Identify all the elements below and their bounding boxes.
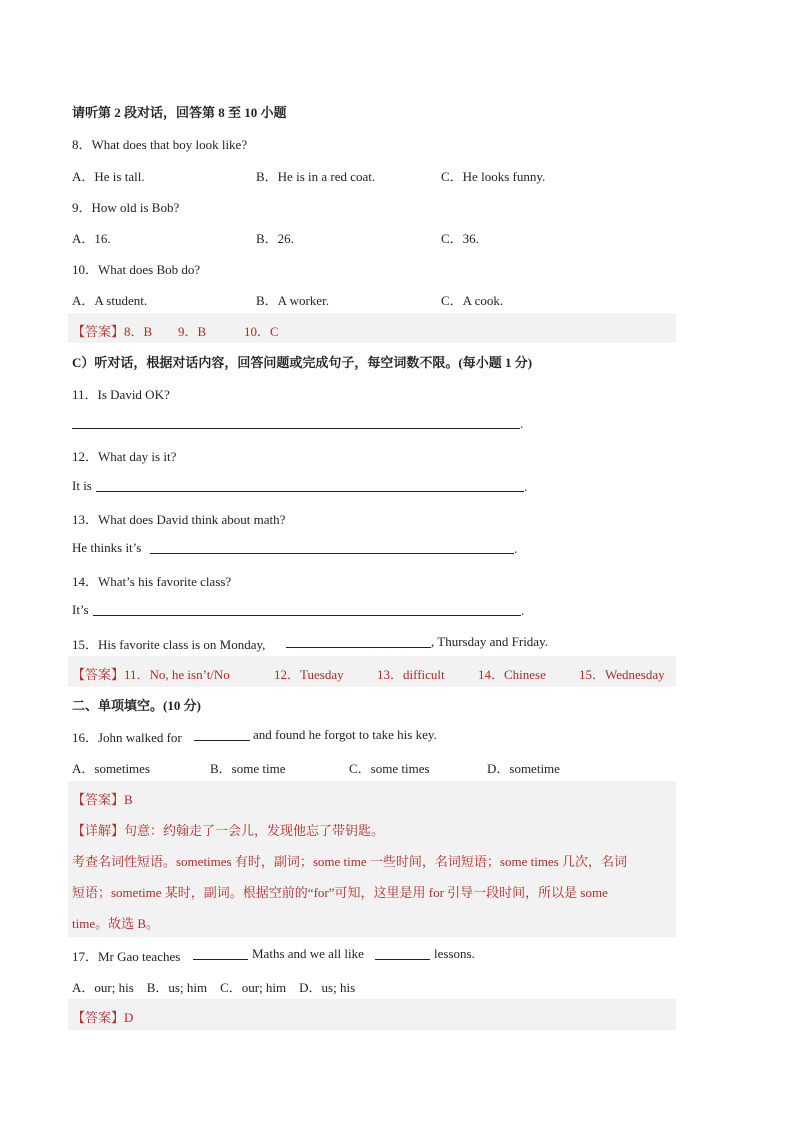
answer-11: 【答案】11．No, he isn’t/No	[72, 667, 230, 682]
answer-16-explanation-3: time。故选 B。	[72, 916, 160, 931]
answer-13: 13．difficult	[377, 667, 445, 682]
option-b: B．26.	[256, 231, 294, 246]
answer-blank-14[interactable]	[93, 615, 521, 616]
answer-prefix-13: He thinks it’s	[72, 540, 142, 555]
blank-end-period: .	[524, 479, 528, 494]
option-c: C．36.	[441, 231, 479, 246]
blank-end-period: .	[514, 541, 518, 556]
answer-blank-17a[interactable]	[193, 959, 248, 960]
question-8: 8．What does that boy look like?	[72, 137, 248, 152]
answer-blank-13[interactable]	[150, 553, 514, 554]
section-heading-2: 二、单项填空。(10 分)	[72, 698, 201, 713]
question-14: 14．What’s his favorite class?	[72, 574, 232, 589]
section-heading-c: C）听对话，根据对话内容，回答问题或完成句子，每空词数不限。(每小题 1 分)	[72, 355, 533, 370]
option-b: B．He is in a red coat.	[256, 169, 376, 184]
answer-box-8-10	[68, 313, 676, 343]
answer-box-16	[68, 781, 676, 937]
section-heading-dialog-2: 请听第 2 段对话，回答第 8 至 10 小题	[72, 105, 287, 120]
answer-16-explanation-1: 考查名词性短语。sometimes 有时，副词；some time 一些时间，名词短语；some times 几次，名词	[72, 854, 628, 869]
answer-16: 【答案】B	[72, 792, 133, 807]
question-17-end: lessons.	[434, 946, 475, 961]
option-c: C．some times	[349, 761, 430, 776]
question-10: 10．What does Bob do?	[72, 262, 201, 277]
question-17-options: A．our; his B．us; him C．our; him D．us; his	[72, 980, 356, 995]
answer-blank-16[interactable]	[194, 740, 250, 741]
answer-16-detail: 【详解】句意：约翰走了一会儿，发现他忘了带钥匙。	[72, 823, 385, 838]
answer-blank-12[interactable]	[96, 491, 524, 492]
blank-end-period: .	[521, 603, 525, 618]
question-16-start: 16．John walked for	[72, 730, 182, 745]
question-15-end: , Thursday and Friday.	[431, 634, 548, 649]
question-17-middle: Maths and we all like	[252, 946, 364, 961]
answer-16-explanation-2: 短语；sometime 某时，副词。根据空前的“for”可知，这里是用 for 引导一段时间，所以是 some	[72, 885, 608, 900]
answer-14: 14．Chinese	[478, 667, 546, 682]
answer-9: 9．B	[178, 324, 207, 339]
answer-blank-17b[interactable]	[375, 959, 430, 960]
question-9: 9．How old is Bob?	[72, 200, 180, 215]
option-c: C．A cook.	[441, 293, 504, 308]
question-16-end: and found he forgot to take his key.	[253, 727, 437, 742]
answer-8: 【答案】8．B	[72, 324, 153, 339]
option-d: D．sometime	[487, 761, 560, 776]
answer-17: 【答案】D	[72, 1010, 134, 1025]
option-b: B．some time	[210, 761, 286, 776]
question-13: 13．What does David think about math?	[72, 512, 286, 527]
answer-10: 10．C	[244, 324, 279, 339]
answer-box-17	[68, 999, 676, 1030]
option-a: A．sometimes	[72, 761, 150, 776]
answer-blank-15[interactable]	[286, 647, 431, 648]
answer-prefix-12: It is	[72, 478, 92, 493]
answer-box-11-15	[68, 656, 676, 687]
option-a: A．He is tall.	[72, 169, 145, 184]
option-a: A．A student.	[72, 293, 148, 308]
answer-blank-11[interactable]	[72, 428, 520, 429]
question-12: 12．What day is it?	[72, 449, 177, 464]
option-c: C．He looks funny.	[441, 169, 546, 184]
question-11: 11．Is David OK?	[72, 387, 170, 402]
answer-prefix-14: It’s	[72, 602, 89, 617]
blank-end-period: .	[520, 416, 524, 431]
answer-12: 12．Tuesday	[274, 667, 344, 682]
question-17-start: 17．Mr Gao teaches	[72, 949, 181, 964]
option-b: B．A worker.	[256, 293, 329, 308]
option-a: A．16.	[72, 231, 111, 246]
question-15-start: 15．His favorite class is on Monday,	[72, 637, 266, 652]
answer-15: 15．Wednesday	[579, 667, 665, 682]
